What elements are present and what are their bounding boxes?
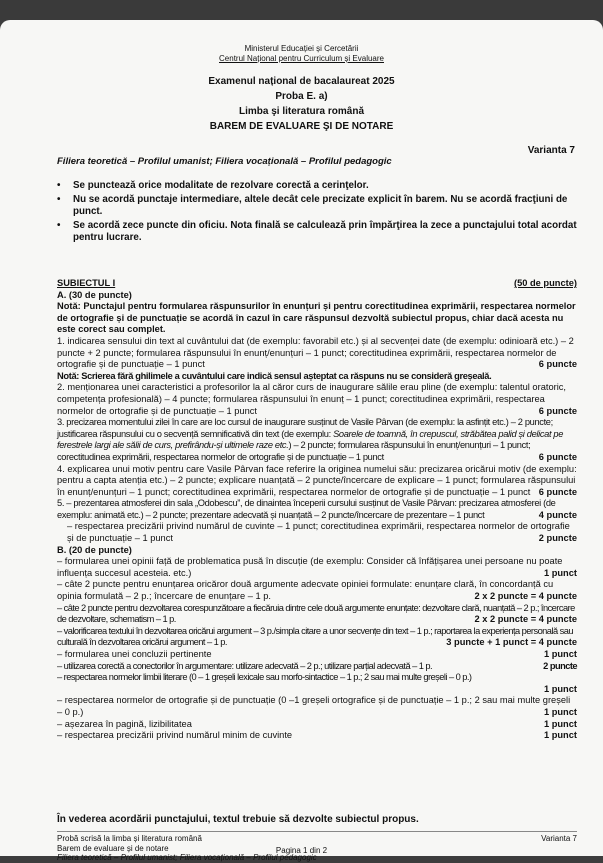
bullet-icon: • <box>57 219 61 231</box>
b-item-5: – formularea unei concluzii pertinente 1 punct <box>57 649 577 659</box>
footer-filiera: Filiera teoretică – Profilul umanist; Filiera vocațională – Profilul pedagogic <box>57 853 317 862</box>
b-item-4: – valorificarea textului în dezvoltarea oricărui argument – 3 p./simpla citare a unor secvențe din text – 1 p.; raportarea la experiența personală sau culturală în dezvoltarea oricărui argument – 1 p. <box>57 625 573 648</box>
document-page <box>0 20 603 862</box>
b-item-4-points: 3 puncte + 1 punct = 4 puncte <box>446 637 577 648</box>
footer-proba: Probă scrisă la limba și literatura română <box>57 834 202 843</box>
final-note: În vederea acordării punctajului, textul trebuie să dezvolte subiectul propus. <box>57 814 419 825</box>
rule-item: • Se punctează orice modalitate de rezolvare corectă a cerinţelor. <box>57 180 369 191</box>
subject-title: Limba şi literatura română <box>238 106 365 117</box>
item-1-note: Notă: Scrierea fără ghilimele a cuvântului care indică sensul așteptat ca răspuns nu se consideră greșeală. <box>57 370 492 381</box>
b-item-2: – câte 2 puncte pentru enunțarea oricăror două argumente adecvate opiniei formulate: enunțare clară, în concordanță cu opinia formulată – 2 p.; încercare de enunțare – 1 p. <box>57 579 554 602</box>
bullet-icon: • <box>57 180 61 191</box>
footer-divider <box>57 831 577 832</box>
b-item-3: – câte 2 puncte pentru dezvoltarea corespunzătoare a fiecăruia dintre cele două argumente enunțate: dezvoltare clară, nuanțată – 2 p.; încercare de dezvoltare, schematism – 1 p. <box>57 602 575 625</box>
item-2-points: 6 puncte <box>538 405 577 416</box>
barem-title: BAREM DE EVALUARE ŞI DE NOTARE <box>209 121 394 132</box>
filiera-line: Filiera teoretică – Profilul umanist; Filiera vocațională – Profilul pedagogic <box>57 156 392 167</box>
subiect-heading: SUBIECTUL I (50 de puncte) <box>57 278 577 288</box>
item-4-points: 6 puncte <box>538 486 577 497</box>
item-1-points: 6 puncte <box>538 359 577 370</box>
item-2: 2. menționarea unei caracteristici a profesorilor la al căror curs de inaugurare sălile erau pline (de exemplu: talentul oratoric, competența profesională) – 4 puncte; formularea răspunsului în enunț – 1 punct; corectitudinea exprimării, respectarea normelor de ortografie și de punctuație – 1 punct <box>57 382 567 416</box>
item-5: 5. – prezentarea atmosferei din sala „Odobescu”, de dinaintea începerii cursului susținut de Vasile Pârvan: precizarea atmosferei (de exemplu: animată etc.) – 2 puncte; prezentare adecvată și nuanțată – 2 puncte/încercare de prezentare – 1 punct <box>57 498 556 520</box>
variant-label: Varianta 7 <box>527 145 575 156</box>
exam-header <box>0 74 603 134</box>
b-item-1-points: 1 punct <box>543 567 577 578</box>
footer-barem: Barem de evaluare și de notare <box>57 843 169 853</box>
b-item-3-points: 2 x 2 puncte = 4 puncte <box>474 614 577 625</box>
item-4: 4. explicarea unui motiv pentru care Vasile Pârvan face referire la originea numelui său: precizarea oricărui motiv (de exemplu: pentru a capta atenția etc.) – 2 puncte; explicare nuanțată – 2 puncte/încercare de explicare – 1 punct; formularea răspunsului în enunț/enunțuri – 1 punct; corectitudinea exprimării, respectarea normelor de ortografie și de punctuație – 1 punct <box>57 463 577 497</box>
item-1: 1. indicarea sensului din text al cuvântului dat (de exemplu: favorabil etc.) și al secvenței date (de exemplu: odinioară etc.) – 2 puncte + 2 puncte; formularea răspunsului în enunț/enunțuri – 1 punct; corectitudinea exprimării, respectarea normelor de ortografie și de punctuație – 1 punct <box>57 335 574 370</box>
bullet-icon: • <box>57 193 61 205</box>
rule-item: • Se acordă zece puncte din oficiu. Nota finală se calculează prin împărţirea la zece a punctajului total acordat pentru lucrare. <box>57 219 577 243</box>
general-rules <box>57 180 577 246</box>
rule-item: • Nu se acordă punctaje intermediare, altele decât cele precizate explicit în barem. Nu se acordă fracţiuni de punct. <box>57 193 568 217</box>
b-item-7: – respectarea normelor limbii literare (0 – 1 greșeli lexicale sau morfo-sintactice – 1 p.; 2 sau mai multe greșeli – 0 p.) <box>57 672 472 683</box>
b-item-8: – respectarea normelor de ortografie și de punctuație (0 –1 greșeli ortografice și de punctuație – 1 p.; 2 sau mai multe greșeli – 0 p.) <box>57 695 571 717</box>
exam-title: Examenul național de bacalaureat 2025 <box>208 76 395 87</box>
b-item-10: – respectarea precizării privind numărul minim de cuvinte 1 punct <box>57 730 577 741</box>
section-a-title: A. (30 de puncte) <box>57 289 132 300</box>
page-number: Pagina 1 din 2 <box>275 846 328 855</box>
item-3-points: 6 puncte <box>538 451 577 462</box>
b-item-7-points: 1 punct <box>543 683 577 694</box>
b-item-2-points: 2 x 2 puncte = 4 puncte <box>474 591 577 602</box>
b-item-1: – formularea unei opinii față de problematica pusă în discuție (de exemplu: Consider că înfățișarea unei persoane nu poate influența succesul acesteia. etc.) <box>57 556 563 578</box>
b-item-8-points: 1 punct <box>543 706 577 717</box>
item-5-points: 4 puncte <box>538 509 577 520</box>
subiect-body <box>57 278 577 742</box>
top-bar <box>0 0 603 20</box>
item-5-b-points: 2 puncte <box>538 533 577 544</box>
section-b-title: B. (20 de puncte) <box>57 544 132 555</box>
section-a-note: Notă: Punctajul pentru formularea răspunsurilor în enunțuri și pentru corectitudinea exprimării, respectarea normelor de ortografie și de punctuație se acordă în cazul în care răspunsul dezvoltă subiectul propus, chiar dacă acesta nu este corect sau complet. <box>57 301 576 335</box>
item-3: 3. precizarea momentului zilei în care are loc cursul de inaugurare susținut de Vasile Pârvan (de exemplu: la asfințit etc.) – 2 puncte; justificarea răspunsului cu o secvență semnificativă din text (de exemplu: Soarele de toamnă, în crepuscul, străbătea palid și delicat pe ferestrele largi ale sălii de curs, prefirându-și ultimele raze etc.) – 2 puncte; formularea răspunsului în enunț/enunțuri – 1 punct; corectitudinea exprimării, respectarea normelor de ortografie și de punctuație – 1 punct <box>57 417 564 462</box>
item-5-b: – respectarea precizării privind numărul de cuvinte – 1 punct; corectitudinea exprimării, respectarea normelor de ortografie și de punctuație – 1 punct <box>67 521 570 544</box>
b-item-9: – așezarea în pagină, lizibilitatea 1 punct <box>57 718 577 729</box>
center-name: Centrul Național pentru Curriculum și Evaluare <box>219 54 384 63</box>
b-item-6: – utilizarea corectă a conectorilor în argumentare: utilizare adecvată – 2 p.; utilizare parțial adecvată – 1 p. 2 puncte <box>57 660 577 671</box>
footer-variant: Varianta 7 <box>541 834 577 843</box>
proba-title: Proba E. a) <box>275 91 328 102</box>
ministry-header <box>0 44 603 64</box>
ministry-name: Ministerul Educației și Cercetării <box>244 44 359 53</box>
